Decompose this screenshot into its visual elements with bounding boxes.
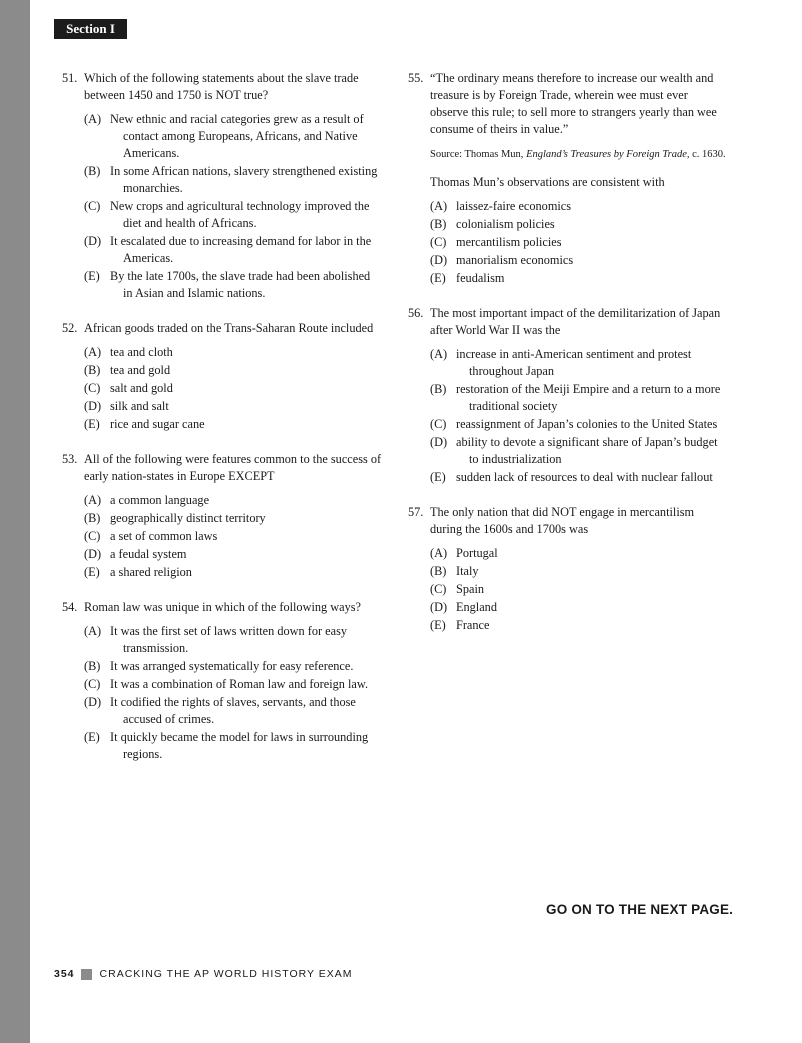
option-text: Italy bbox=[456, 564, 479, 578]
question-55 bbox=[408, 70, 728, 287]
question-lead: Thomas Mun’s observations are consistent with bbox=[430, 175, 665, 189]
option-letter: (D) bbox=[84, 547, 102, 561]
option-letter: (B) bbox=[430, 382, 447, 396]
option-letter: (A) bbox=[84, 112, 102, 126]
option-letter: (C) bbox=[84, 381, 101, 395]
option-letter: (C) bbox=[430, 417, 447, 431]
option-letter: (E) bbox=[84, 417, 100, 431]
option-text: By the late 1700s, the slave trade had been abolished in Asian and Islamic nations. bbox=[110, 269, 371, 300]
answer-option bbox=[84, 380, 382, 397]
option-letter: (B) bbox=[84, 511, 101, 525]
option-letter: (C) bbox=[430, 582, 447, 596]
answer-option bbox=[430, 381, 728, 415]
option-letter: (C) bbox=[84, 529, 101, 543]
option-letter: (D) bbox=[430, 600, 448, 614]
answer-option bbox=[430, 563, 728, 580]
answer-option bbox=[84, 163, 382, 197]
option-letter: (B) bbox=[84, 363, 101, 377]
question-number: 57. bbox=[408, 505, 424, 519]
option-text: ability to devote a significant share of Japan’s budget to industrialization bbox=[456, 435, 718, 466]
answer-option bbox=[430, 216, 728, 233]
answer-option bbox=[430, 599, 728, 616]
right-column bbox=[408, 70, 728, 652]
option-text: rice and sugar cane bbox=[110, 417, 205, 431]
option-letter: (C) bbox=[84, 677, 101, 691]
answer-option bbox=[430, 252, 728, 269]
option-text: New ethnic and racial categories grew as a result of contact among Europeans, Africans, and Native Americans. bbox=[110, 112, 364, 160]
option-text: silk and salt bbox=[110, 399, 169, 413]
quote-source: Source: Thomas Mun, England’s Treasures by Foreign Trade, c. 1630. bbox=[430, 149, 726, 160]
option-text: tea and cloth bbox=[110, 345, 173, 359]
answer-option bbox=[430, 346, 728, 380]
question-stem: The only nation that did NOT engage in mercantilism during the 1600s and 1700s was bbox=[430, 505, 695, 536]
option-text: sudden lack of resources to deal with nuclear fallout bbox=[456, 470, 713, 484]
option-text: a feudal system bbox=[110, 547, 187, 561]
option-letter: (A) bbox=[430, 546, 448, 560]
answer-option bbox=[430, 270, 728, 287]
answer-option bbox=[84, 694, 382, 728]
answer-option bbox=[430, 545, 728, 562]
option-letter: (C) bbox=[430, 235, 447, 249]
option-text: In some African nations, slavery strengthened existing monarchies. bbox=[110, 164, 378, 195]
question-stem: All of the following were features common to the success of early nation-states in Europe EXCEPT bbox=[84, 452, 382, 483]
answer-options bbox=[430, 545, 728, 634]
question-stem: African goods traded on the Trans-Saharan Route included bbox=[84, 321, 374, 335]
option-letter: (D) bbox=[84, 234, 102, 248]
answer-option bbox=[430, 234, 728, 251]
option-text: increase in anti-American sentiment and protest throughout Japan bbox=[456, 347, 692, 378]
option-text: Spain bbox=[456, 582, 485, 596]
answer-options bbox=[430, 198, 728, 287]
answer-option bbox=[430, 617, 728, 634]
option-letter: (B) bbox=[430, 564, 447, 578]
question-57 bbox=[408, 504, 728, 634]
answer-option bbox=[84, 564, 382, 581]
answer-options bbox=[84, 344, 382, 433]
option-text: restoration of the Meiji Empire and a return to a more traditional society bbox=[456, 382, 721, 413]
option-letter: (C) bbox=[84, 199, 101, 213]
option-text: France bbox=[456, 618, 490, 632]
option-text: a shared religion bbox=[110, 565, 192, 579]
option-text: reassignment of Japan’s colonies to the United States bbox=[456, 417, 718, 431]
option-letter: (E) bbox=[430, 618, 446, 632]
option-text: It quickly became the model for laws in surrounding regions. bbox=[110, 730, 369, 761]
answer-options bbox=[84, 111, 382, 302]
option-text: New crops and agricultural technology improved the diet and health of Africans. bbox=[110, 199, 370, 230]
answer-option bbox=[84, 528, 382, 545]
option-letter: (B) bbox=[84, 164, 101, 178]
answer-option bbox=[84, 658, 382, 675]
option-letter: (D) bbox=[84, 399, 102, 413]
option-letter: (B) bbox=[84, 659, 101, 673]
option-text: a common language bbox=[110, 493, 210, 507]
option-letter: (A) bbox=[84, 624, 102, 638]
page-number: 354 bbox=[54, 968, 75, 980]
option-text: a set of common laws bbox=[110, 529, 218, 543]
option-letter: (A) bbox=[84, 493, 102, 507]
option-letter: (D) bbox=[430, 435, 448, 449]
square-icon bbox=[81, 969, 92, 980]
section-label: Section I bbox=[54, 19, 127, 39]
answer-option bbox=[430, 434, 728, 468]
answer-option bbox=[84, 268, 382, 302]
quote-text: “The ordinary means therefore to increase our wealth and treasure is by Foreign Trade, wherein wee must ever observe this rule; to sell more to strangers yearly than wee consume of theirs in value.” bbox=[430, 71, 717, 136]
option-text: mercantilism policies bbox=[456, 235, 562, 249]
option-text: It was a combination of Roman law and foreign law. bbox=[110, 677, 369, 691]
question-number: 54. bbox=[62, 600, 78, 614]
answer-option bbox=[84, 510, 382, 527]
question-number: 51. bbox=[62, 71, 78, 85]
option-text: Portugal bbox=[456, 546, 498, 560]
answer-option bbox=[84, 344, 382, 361]
option-text: It escalated due to increasing demand for labor in the Americas. bbox=[110, 234, 372, 265]
book-title: CRACKING THE AP WORLD HISTORY EXAM bbox=[99, 968, 353, 980]
option-letter: (E) bbox=[84, 730, 100, 744]
answer-option bbox=[430, 469, 728, 486]
option-text: tea and gold bbox=[110, 363, 171, 377]
option-text: It codified the rights of slaves, servants, and those accused of crimes. bbox=[110, 695, 356, 726]
question-51 bbox=[62, 70, 382, 302]
option-text: feudalism bbox=[456, 271, 505, 285]
answer-option bbox=[84, 233, 382, 267]
option-letter: (A) bbox=[430, 347, 448, 361]
option-text: manorialism economics bbox=[456, 253, 574, 267]
page-edge-bar bbox=[0, 0, 30, 1043]
answer-option bbox=[84, 198, 382, 232]
page-footer bbox=[54, 968, 353, 980]
go-on-notice: GO ON TO THE NEXT PAGE. bbox=[546, 902, 734, 917]
option-letter: (E) bbox=[430, 271, 446, 285]
answer-option bbox=[84, 492, 382, 509]
answer-option bbox=[84, 416, 382, 433]
question-number: 56. bbox=[408, 306, 424, 320]
option-text: colonialism policies bbox=[456, 217, 555, 231]
option-letter: (B) bbox=[430, 217, 447, 231]
option-letter: (E) bbox=[84, 269, 100, 283]
question-52 bbox=[62, 320, 382, 433]
question-number: 55. bbox=[408, 71, 424, 85]
question-53 bbox=[62, 451, 382, 581]
option-letter: (E) bbox=[430, 470, 446, 484]
question-stem: Which of the following statements about the slave trade between 1450 and 1750 is NOT true? bbox=[84, 71, 359, 102]
question-56 bbox=[408, 305, 728, 486]
answer-option bbox=[84, 546, 382, 563]
answer-options bbox=[84, 623, 382, 763]
question-stem: The most important impact of the demilitarization of Japan after World War II was the bbox=[430, 306, 721, 337]
answer-option bbox=[84, 729, 382, 763]
answer-option bbox=[84, 111, 382, 162]
answer-options bbox=[84, 492, 382, 581]
answer-option bbox=[84, 676, 382, 693]
option-letter: (A) bbox=[430, 199, 448, 213]
option-text: geographically distinct territory bbox=[110, 511, 266, 525]
option-letter: (D) bbox=[84, 695, 102, 709]
option-letter: (A) bbox=[84, 345, 102, 359]
question-number: 53. bbox=[62, 452, 78, 466]
option-text: laissez-faire economics bbox=[456, 199, 572, 213]
option-letter: (D) bbox=[430, 253, 448, 267]
answer-option bbox=[84, 623, 382, 657]
left-column bbox=[62, 70, 382, 781]
option-text: It was the first set of laws written down for easy transmission. bbox=[110, 624, 347, 655]
answer-option bbox=[430, 198, 728, 215]
answer-option bbox=[84, 362, 382, 379]
source-title: England’s Treasures by Foreign Trade, bbox=[526, 149, 690, 160]
option-text: salt and gold bbox=[110, 381, 173, 395]
answer-options bbox=[430, 346, 728, 486]
answer-option bbox=[430, 581, 728, 598]
answer-option bbox=[84, 398, 382, 415]
option-letter: (E) bbox=[84, 565, 100, 579]
question-number: 52. bbox=[62, 321, 78, 335]
option-text: It was arranged systematically for easy reference. bbox=[110, 659, 354, 673]
question-54 bbox=[62, 599, 382, 763]
option-text: England bbox=[456, 600, 497, 614]
question-stem: Roman law was unique in which of the following ways? bbox=[84, 600, 361, 614]
answer-option bbox=[430, 416, 728, 433]
